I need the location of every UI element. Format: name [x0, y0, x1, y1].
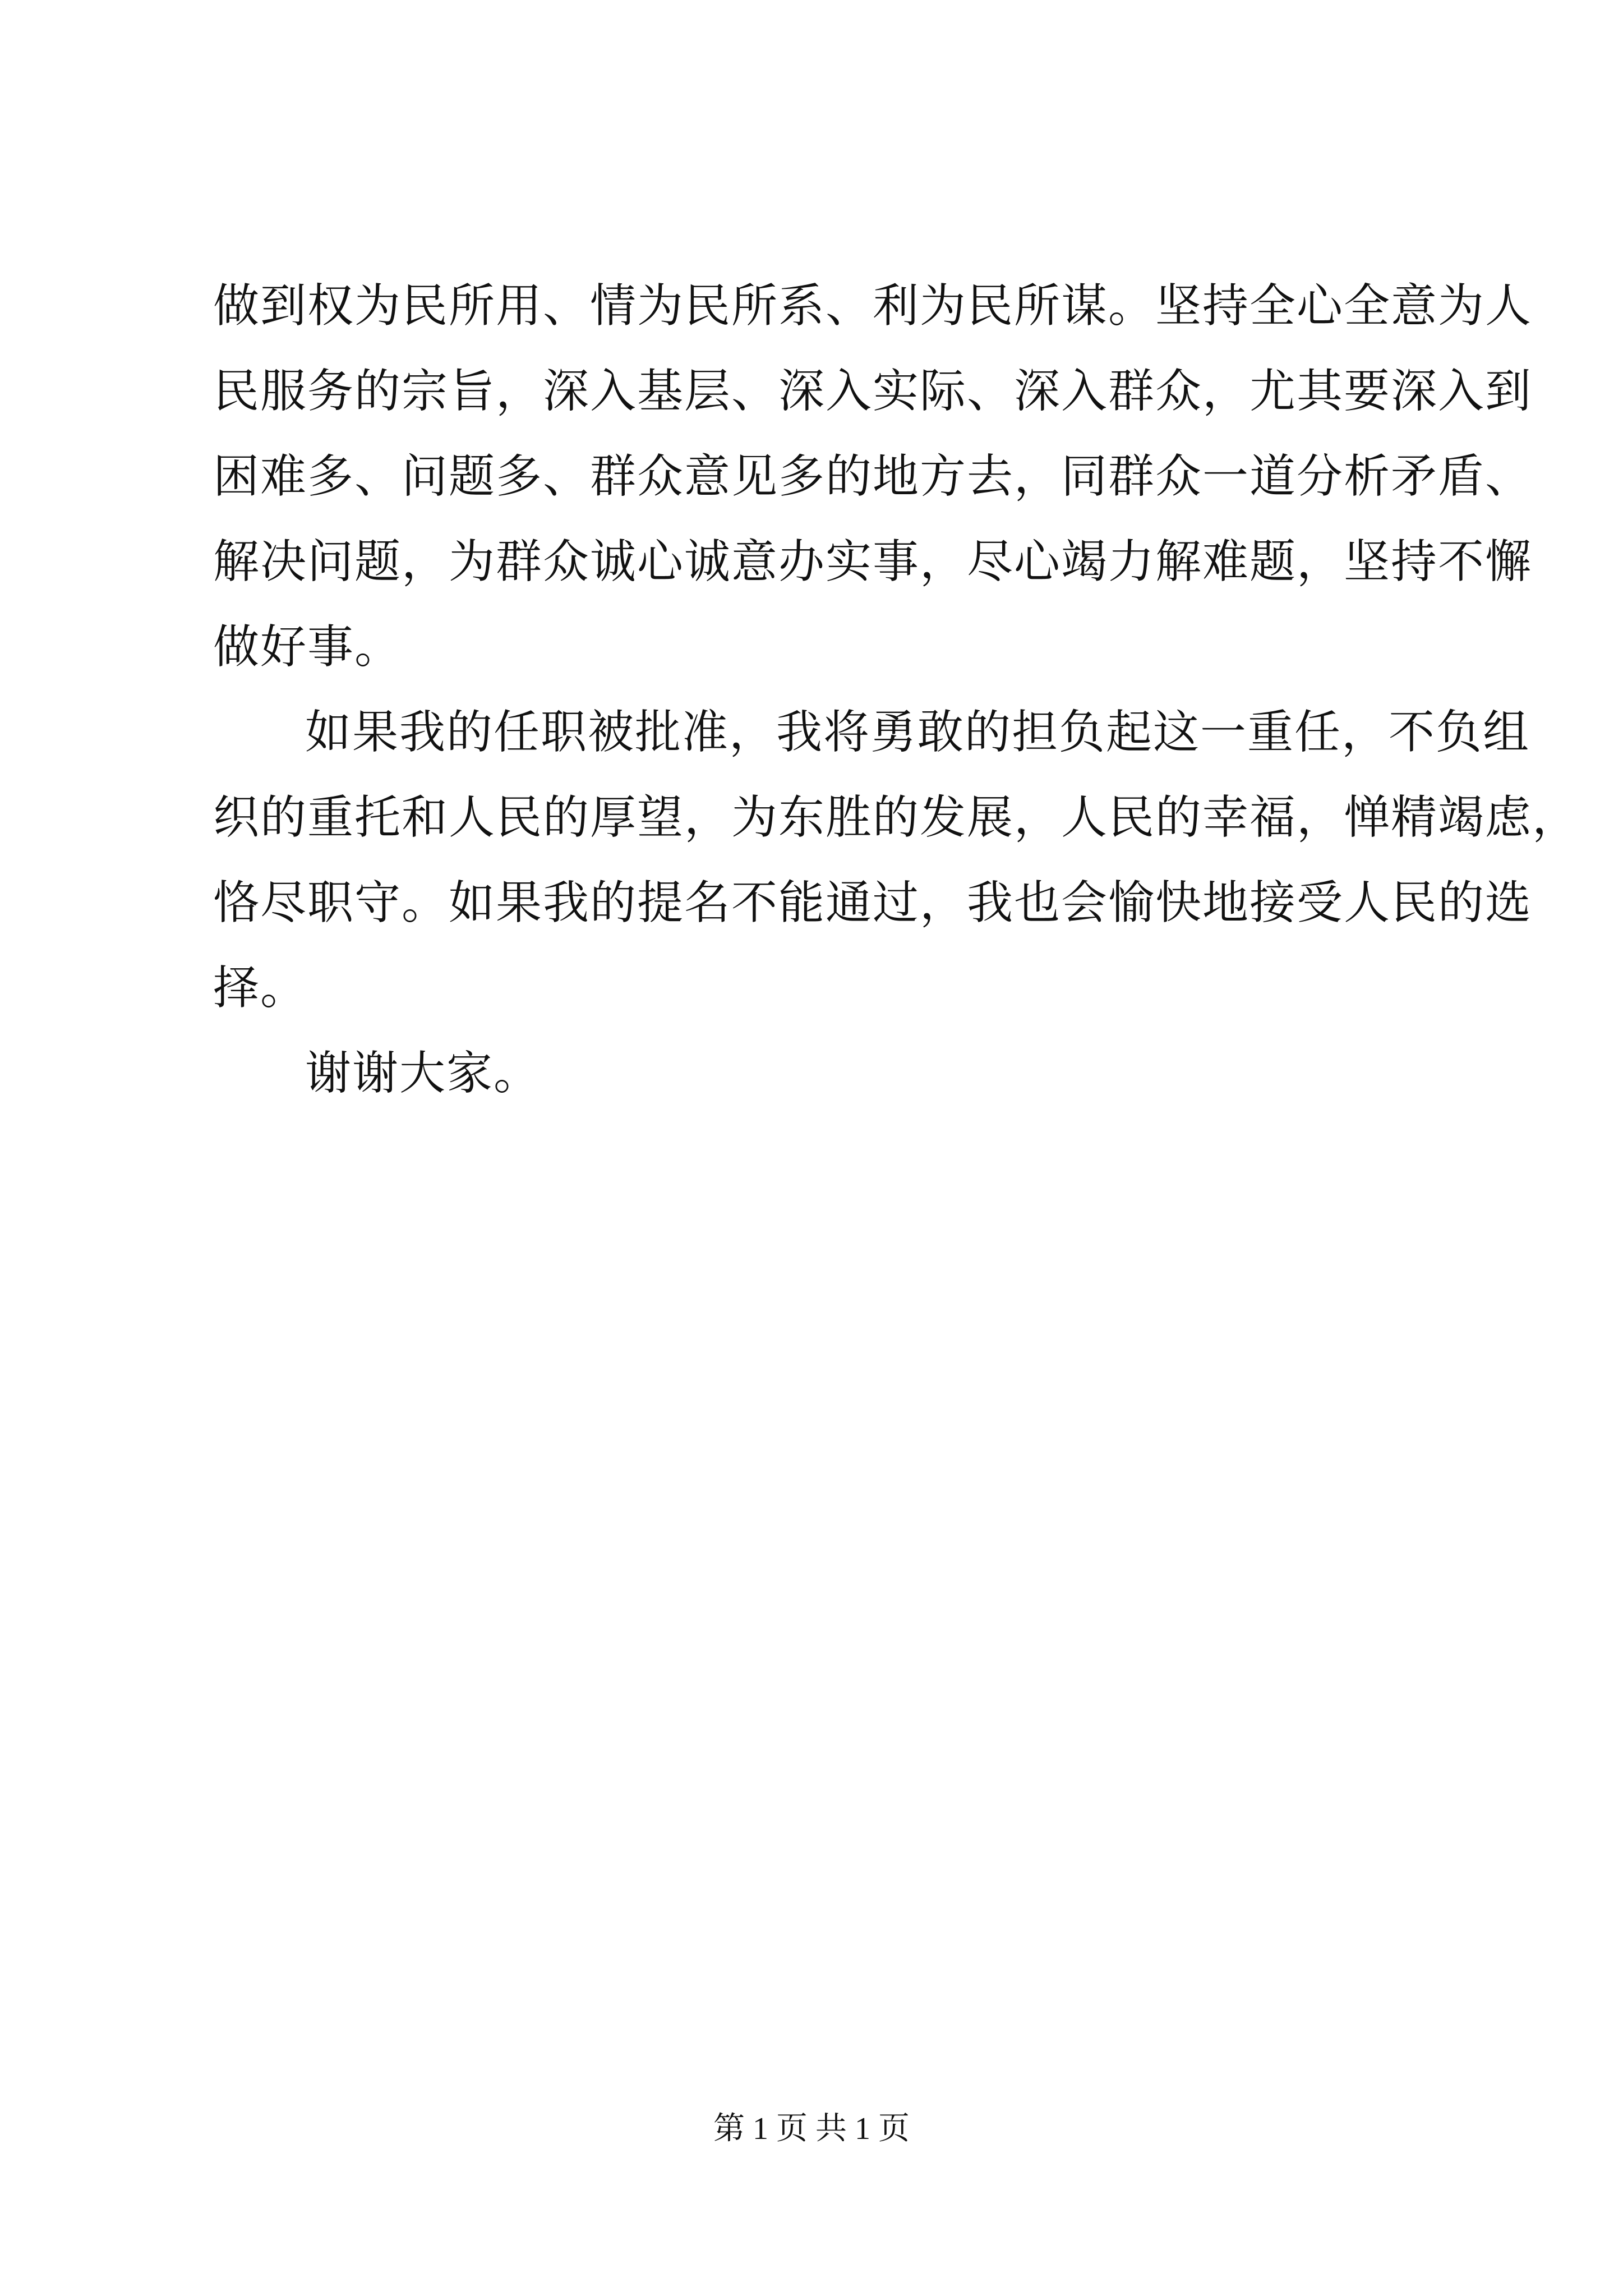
paragraph-line: 如果我的任职被批准，我将勇敢的担负起这一重任，不负组 [305, 706, 1530, 759]
page-footer [0, 2109, 1623, 2148]
paragraph-line: 解决问题，为群众诚心诚意办实事，尽心竭力解难题，坚持不懈 [213, 535, 1533, 588]
paragraph-line: 恪尽职守。如果我的提名不能通过，我也会愉快地接受人民的选 [213, 876, 1533, 930]
paragraph-line: 做到权为民所用、情为民所系、利为民所谋。坚持全心全意为人 [213, 279, 1533, 333]
document-body [213, 264, 1580, 1116]
paragraph-line: 困难多、问题多、群众意见多的地方去，同群众一道分析矛盾、 [213, 450, 1533, 503]
paragraph-line: 择。 [213, 961, 308, 1015]
closing-line: 谢谢大家。 [305, 1047, 541, 1100]
paragraph-line: 民服务的宗旨，深入基层、深入实际、深入群众，尤其要深入到 [213, 365, 1533, 418]
paragraph-line: 做好事。 [213, 620, 402, 674]
page-number-label: 第 1 页 共 1 页 [713, 2111, 910, 2146]
paragraph-line: 织的重托和人民的厚望，为东胜的发展，人民的幸福，惮精竭虑， [213, 791, 1580, 844]
